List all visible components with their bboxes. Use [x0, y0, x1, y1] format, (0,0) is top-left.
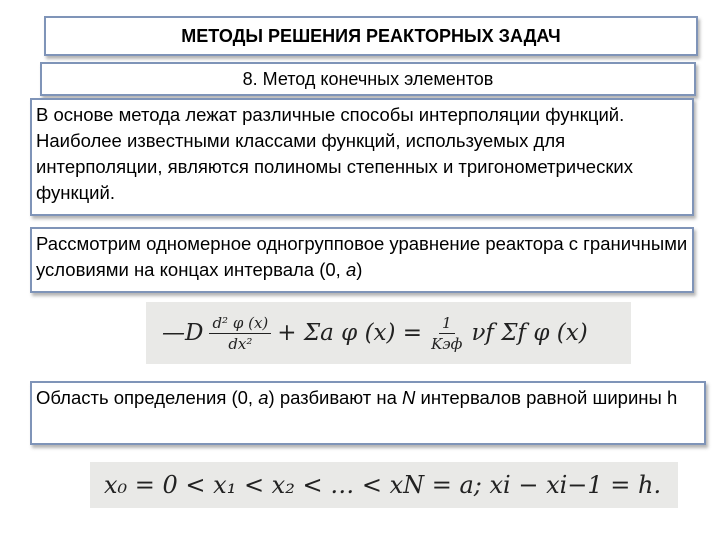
fraction-numerator: 1: [439, 313, 455, 334]
slide-subtitle: [40, 62, 696, 96]
fraction-denominator: Kэф: [431, 334, 463, 353]
paragraph-reactor-equation: [30, 227, 694, 293]
slide-title-text: МЕТОДЫ РЕШЕНИЯ РЕАКТОРНЫХ ЗАДАЧ: [181, 25, 561, 46]
fraction-second-derivative: [209, 313, 271, 354]
slide-subtitle-text: 8. Метод конечных элементов: [242, 68, 494, 89]
slide-title: [44, 16, 698, 56]
fraction-numerator: d² φ (x): [209, 313, 271, 334]
paragraph-interpolation: [30, 98, 694, 216]
variable-a: a: [345, 259, 357, 280]
partition-formula-text: x₀ = 0 < x₁ < x₂ < … < xN = a; xi − xi−1 = h.: [104, 471, 662, 499]
paragraph-domain-partition-part2: ) разбивают на: [268, 387, 403, 408]
variable-n: N: [402, 387, 416, 408]
variable-a: a: [258, 387, 269, 408]
paragraph-reactor-equation-prefix: Рассмотрим одномерное одногрупповое уравнение реактора с граничными условиями на концах интервала (0,: [36, 233, 688, 280]
formula-fission-term: νf Σf φ (x): [471, 320, 588, 346]
paragraph-domain-partition: [30, 381, 706, 445]
fraction-denominator: dx²: [228, 334, 253, 353]
partition-formula: [90, 462, 678, 508]
paragraph-domain-partition-part1: Область определения (0,: [36, 387, 259, 408]
reactor-equation-formula: [146, 302, 631, 364]
paragraph-interpolation-text: В основе метода лежат различные способы интерполяции функций. Наиболее известными классами функций, используемых для интерполяции, являются полиномы степенных и тригонометрических функций.: [36, 104, 633, 203]
paragraph-domain-partition-part3: интервалов равной ширины h: [415, 387, 678, 408]
formula-minus-d: —D: [162, 320, 204, 346]
formula-absorption-term: + Σa φ (x) =: [277, 320, 423, 346]
paragraph-reactor-equation-suffix: ): [356, 259, 363, 280]
fraction-keff: [428, 313, 465, 354]
